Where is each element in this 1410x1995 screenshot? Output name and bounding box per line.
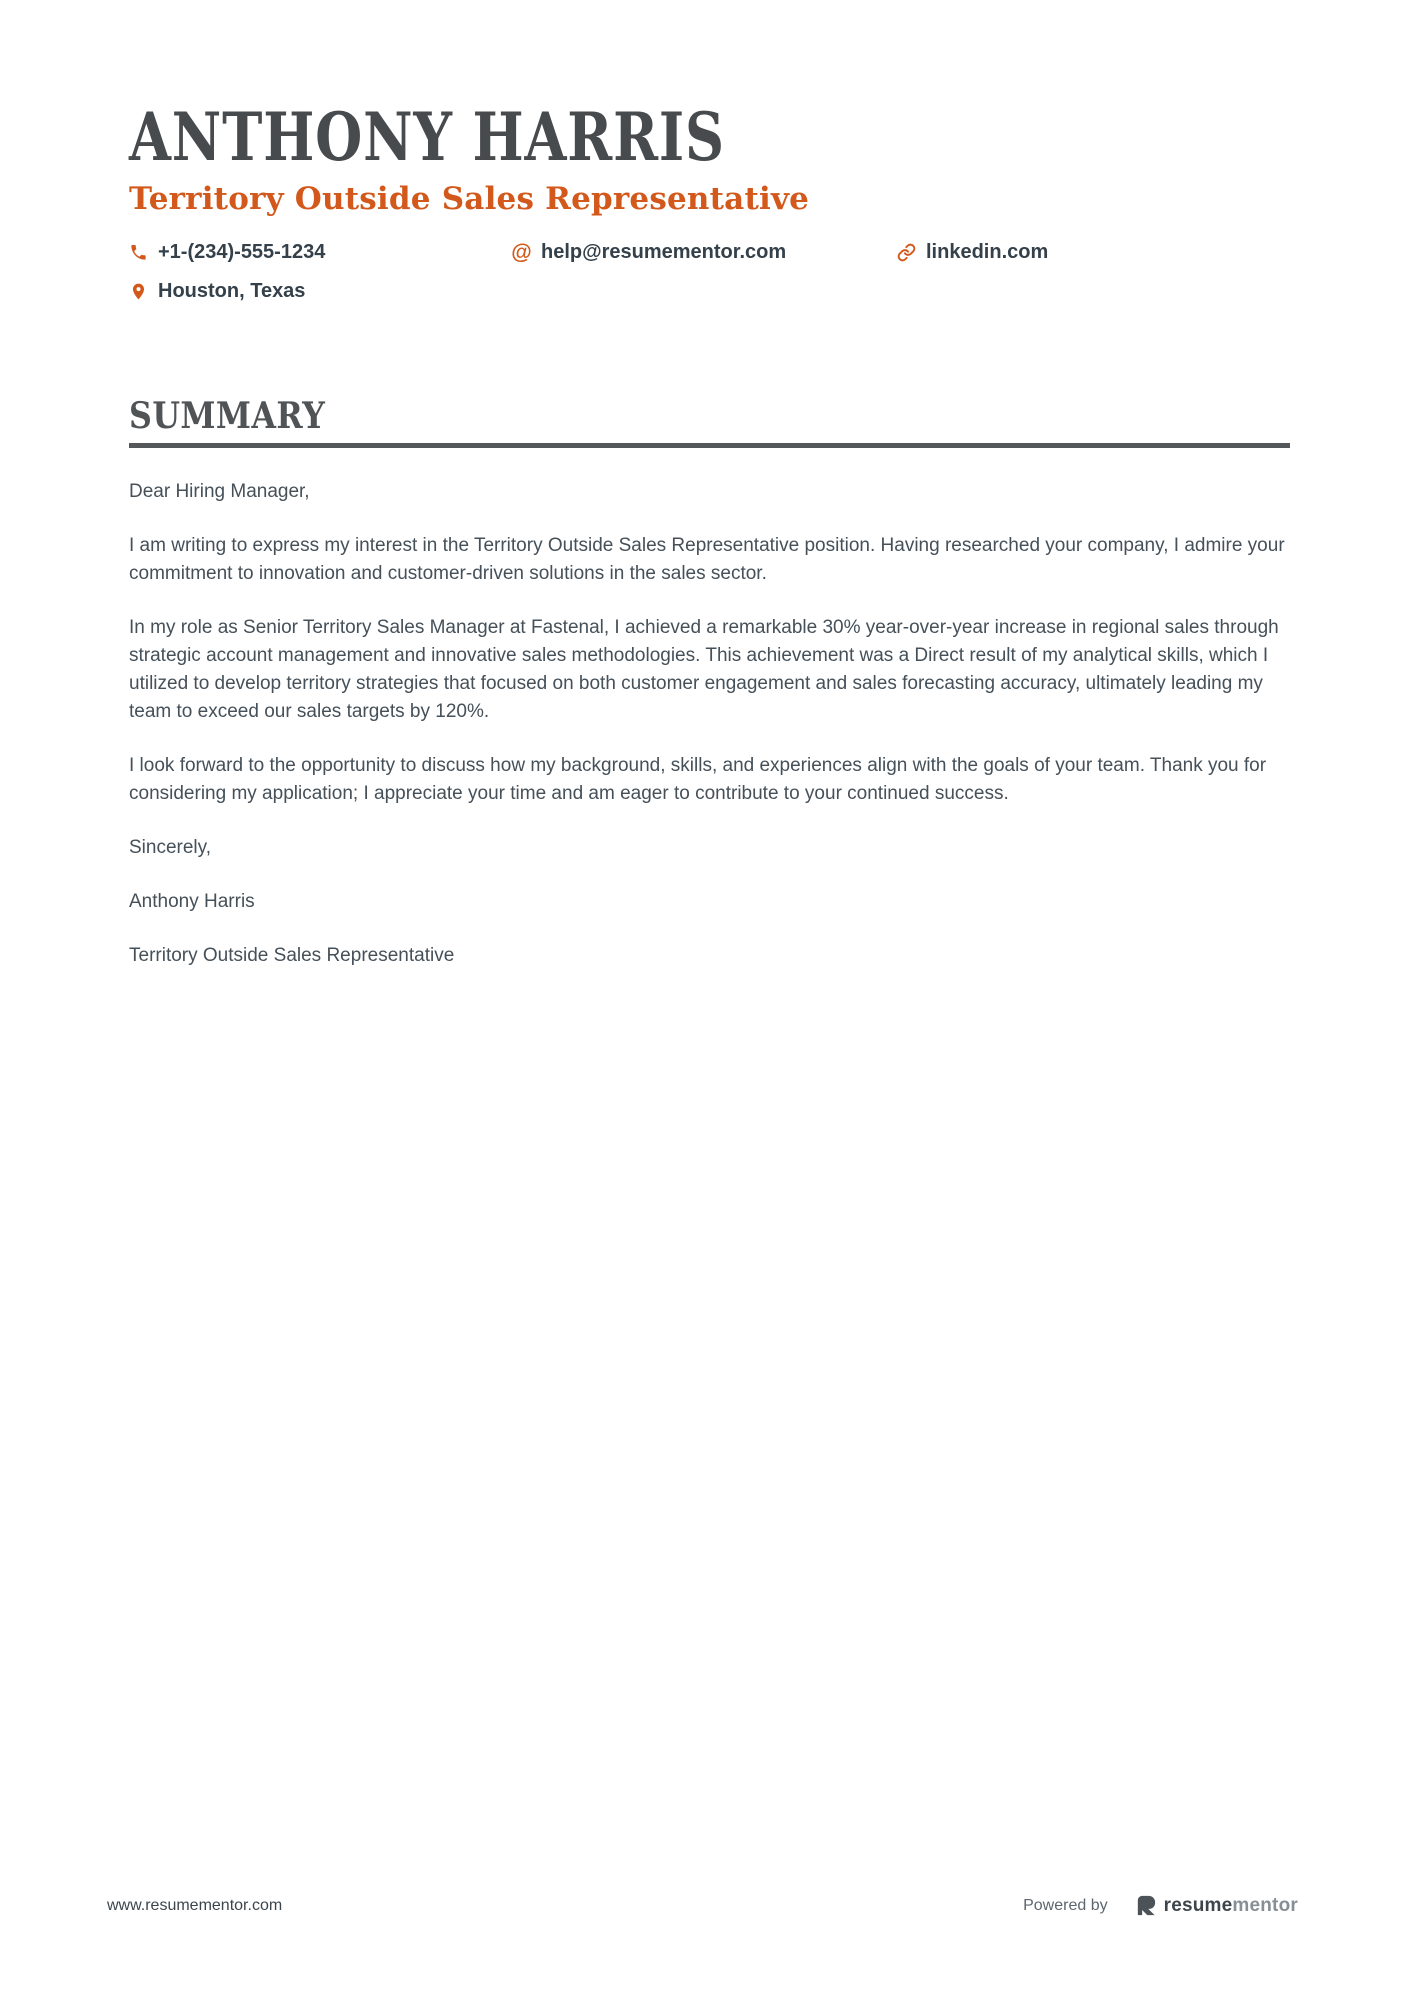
powered-by-label: Powered by [1023, 1896, 1108, 1914]
logo-text-bold: resume [1163, 1894, 1233, 1916]
contact-phone[interactable] [129, 241, 512, 264]
summary-heading: SUMMARY [129, 394, 326, 437]
contact-info [129, 241, 1290, 303]
paragraph-experience: In my role as Senior Territory Sales Manager at Fastenal, I achieved a remarkable 30% year-over-year increase in regional sales through strategic account management and innovative sales methodologies. This achievement was a Direct result of my analytical skills, which I utilized to develop territory strategies that focused on both customer engagement and sales forecasting accuracy, ultimately leading my team to exceed our sales targets by 120%. [129, 617, 1279, 723]
paragraph-signature-name: Anthony Harris [129, 891, 255, 913]
job-title: Territory Outside Sales Representative [129, 180, 810, 217]
map-pin-icon [129, 282, 148, 301]
contact-website[interactable] [897, 241, 1290, 264]
contact-phone-value: +1-(234)-555-1234 [158, 240, 326, 263]
resumementor-logo[interactable] [1134, 1894, 1298, 1917]
contact-location [129, 280, 512, 303]
footer-website-link[interactable]: www.resumementor.com [107, 1896, 283, 1914]
page-content [0, 0, 1410, 970]
at-sign-icon: @ [511, 240, 532, 264]
paragraph-signature-title: Territory Outside Sales Representative [129, 945, 455, 967]
contact-email-value: help@resumementor.com [541, 240, 787, 263]
paragraph-signoff: Sincerely, [129, 837, 212, 859]
resumementor-logo-icon [1134, 1894, 1157, 1917]
powered-by [1023, 1894, 1298, 1917]
summary-section [129, 394, 1290, 971]
contact-website-value: linkedin.com [926, 240, 1049, 263]
paragraph-closing: I look forward to the opportunity to discuss how my background, skills, and experiences align with the goals of your team. Thank you for considering my application; I appreciate your time and am eager to contribute to your continued success. [129, 755, 1267, 805]
footer [107, 1894, 1298, 1917]
section-divider [129, 443, 1290, 448]
cover-letter-body [129, 478, 1290, 970]
logo-text-light: mentor [1232, 1894, 1298, 1916]
header [129, 100, 1290, 303]
contact-location-value: Houston, Texas [158, 279, 306, 302]
candidate-name: ANTHONY HARRIS [129, 98, 725, 176]
link-icon [897, 243, 916, 262]
paragraph-salutation: Dear Hiring Manager, [129, 481, 310, 503]
phone-icon [129, 243, 148, 262]
paragraph-intro: I am writing to express my interest in the Territory Outside Sales Representative position. Having researched your company, I admire your commitment to innovation and customer-driven solutions in the sales sector. [129, 535, 1285, 585]
contact-email[interactable] [512, 241, 897, 264]
resumementor-logo-text [1164, 1895, 1298, 1917]
